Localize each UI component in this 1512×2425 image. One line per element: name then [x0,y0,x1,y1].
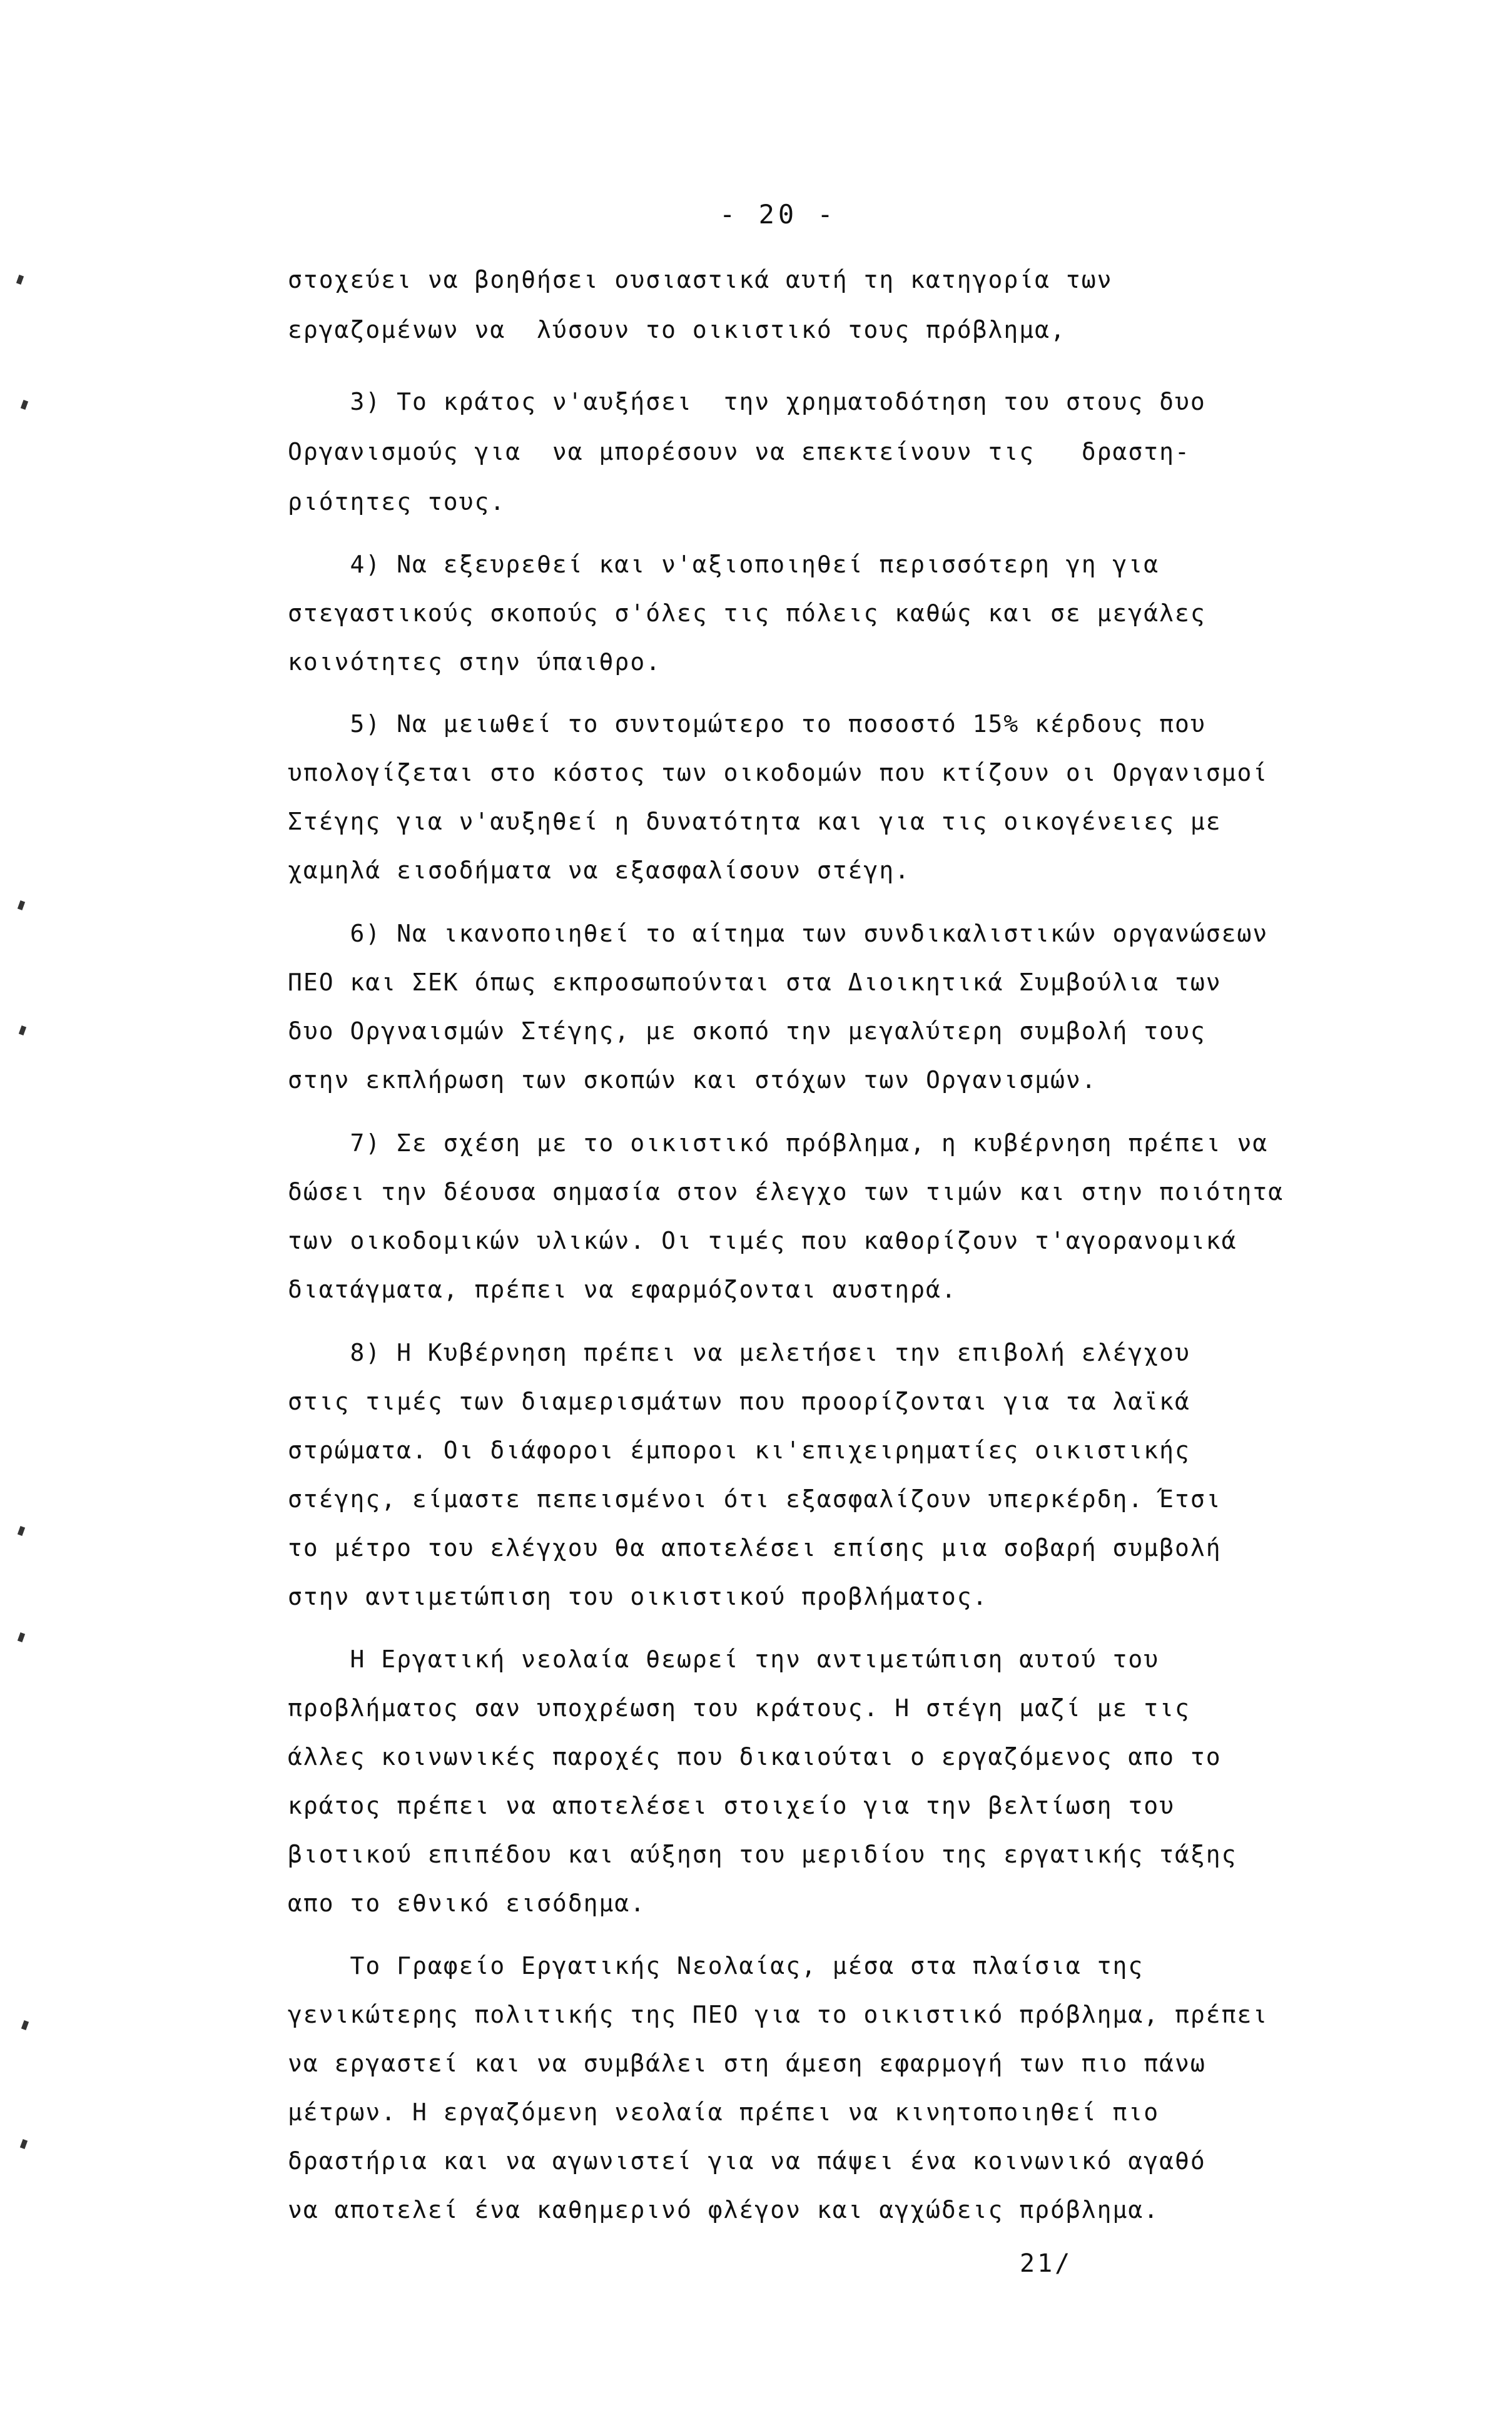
text-line: 5) Να μειωθεί το συντομώτερο το ποσοστό 15% κέρδους που [288,710,1206,738]
text-line: χαμηλά εισοδήματα να εξασφαλίσουν στέγη. [288,857,911,884]
text-line: 6) Να ικανοποιηθεί το αίτημα των συνδικαλιστικών οργανώσεων [288,920,1269,947]
scan-mark [16,275,24,285]
text-line: Το Γραφείο Εργατικής Νεολαίας, μέσα στα πλαίσια της [288,1952,1144,1980]
text-line: στην αντιμετώπιση του οικιστικού προβλήματος. [288,1583,988,1610]
text-line: 8) Η Κυβέρνηση πρέπει να μελετήσει την επιβολή ελέγχου [288,1339,1190,1366]
text-line: στέγης, είμαστε πεπεισμένοι ότι εξασφαλίζουν υπερκέρδη. Έτσι [288,1485,1222,1513]
text-line: στις τιμές των διαμερισμάτων που προορίζονται για τα λαϊκά [288,1388,1190,1415]
text-line: 3) Το κράτος ν'αυξήσει την χρηματοδότηση του στους δυο [288,388,1206,415]
text-line: Στέγης για ν'αυξηθεί η δυνατότητα και για τις οικογένειες με [288,808,1222,835]
text-line: απο το εθνικό εισόδημα. [288,1889,646,1917]
text-line: κράτος πρέπει να αποτελέσει στοιχείο για την βελτίωση του [288,1792,1175,1819]
text-line: κοινότητες στην ύπαιθρο. [288,648,662,676]
scan-mark [18,1632,25,1642]
text-line: δραστήρια και να αγωνιστεί για να πάψει ένα κοινωνικό αγαθό [288,2147,1206,2175]
text-line: στεγαστικούς σκοπούς σ'όλες τις πόλεις καθώς και σε μεγάλες [288,599,1206,627]
text-line: των οικοδομικών υλικών. Οι τιμές που καθορίζουν τ'αγορανομικά [288,1227,1237,1254]
text-line: μέτρων. Η εργαζόμενη νεολαία πρέπει να κινητοποιηθεί πιο [288,2098,1160,2126]
page-number: - 20 - [719,199,837,230]
text-line: προβλήματος σαν υποχρέωση του κράτους. Η στέγη μαζί με τις [288,1694,1190,1722]
text-line: δώσει την δέουσα σημασία στον έλεγχο των τιμών και στην ποιότητα [288,1178,1284,1206]
text-line: 4) Να εξευρεθεί και ν'αξιοποιηθεί περισσότερη γη για [288,551,1160,578]
text-line: Οργανισμούς για να μπορέσουν να επεκτείνουν τις δραστη- [288,438,1190,465]
text-line: ριότητες τους. [288,488,506,516]
text-line: Η Εργατική νεολαία θεωρεί την αντιμετώπιση αυτού του [288,1645,1160,1673]
text-line: εργαζομένων να λύσουν το οικιστικό τους πρόβλημα, [288,316,1066,343]
text-line: δυο Οργναισμών Στέγης, με σκοπό την μεγαλύτερη συμβολή τους [288,1017,1206,1045]
scan-mark [18,1526,25,1536]
text-line: γενικώτερης πολιτικής της ΠΕΟ για το οικιστικό πρόβλημα, πρέπει [288,2001,1269,2028]
scan-mark [19,1025,26,1035]
text-line: στην εκπλήρωση των σκοπών και στόχων των Οργανισμών. [288,1066,1097,1094]
text-line: διατάγματα, πρέπει να εφαρμόζονται αυστηρά. [288,1276,957,1303]
text-line: να εργαστεί και να συμβάλει στη άμεση εφαρμογή των πιο πάνω [288,2050,1206,2077]
scan-mark [21,2020,29,2030]
text-line: υπολογίζεται στο κόστος των οικοδομών που κτίζουν οι Οργανισμοί [288,759,1269,786]
scan-mark [20,2139,28,2149]
next-page-marker: 21/ [1020,2249,1073,2278]
text-line: άλλες κοινωνικές παροχές που δικαιούται ο εργαζόμενος απο το [288,1743,1222,1771]
text-line: το μέτρο του ελέγχου θα αποτελέσει επίσης μια σοβαρή συμβολή [288,1534,1222,1562]
text-line: βιοτικού επιπέδου και αύξηση του μεριδίου της εργατικής τάξης [288,1841,1237,1868]
text-line: ΠΕΟ και ΣΕΚ όπως εκπροσωπούνται στα Διοικητικά Συμβούλια των [288,968,1222,996]
text-line: να αποτελεί ένα καθημερινό φλέγον και αγχώδεις πρόβλημα. [288,2196,1160,2224]
text-line: στρώματα. Οι διάφοροι έμποροι κι'επιχειρηματίες οικιστικής [288,1436,1190,1464]
text-line: στοχεύει να βοηθήσει ουσιαστικά αυτή τη κατηγορία των [288,266,1113,293]
scan-mark [21,400,28,410]
text-line: 7) Σε σχέση με το οικιστικό πρόβλημα, η κυβέρνηση πρέπει να [288,1129,1269,1157]
scan-mark [18,900,25,910]
